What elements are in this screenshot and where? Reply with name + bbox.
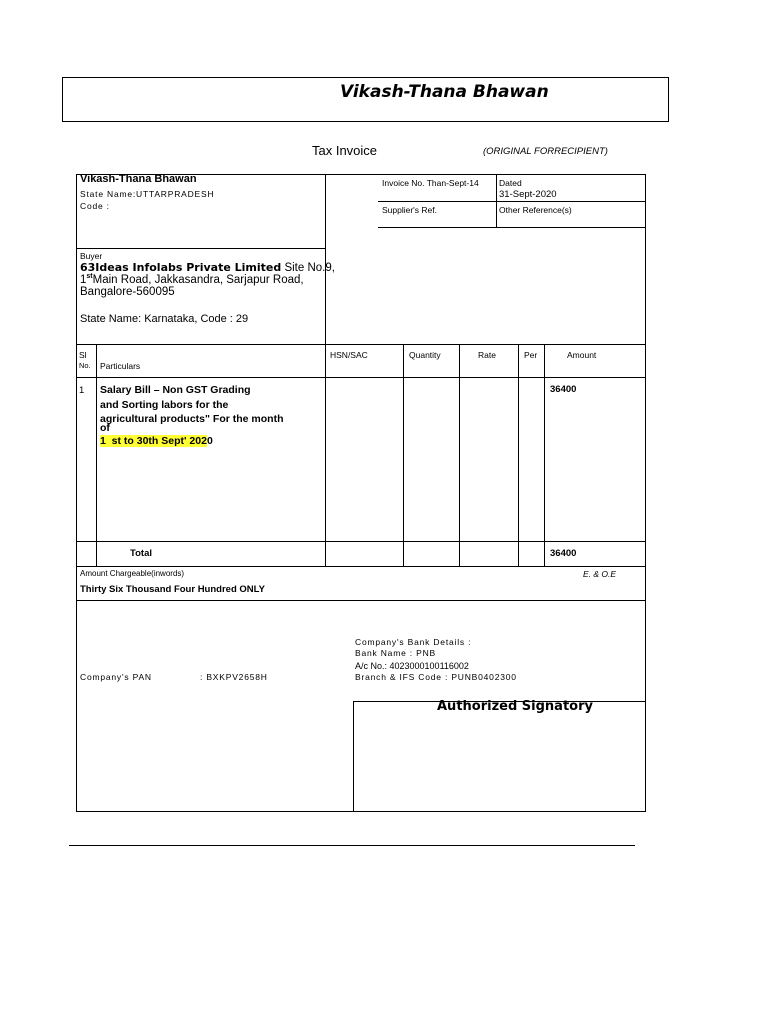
item-line3: agricultural products" For the month bbox=[100, 413, 284, 425]
col-per-border bbox=[518, 344, 519, 566]
header-no: No. bbox=[79, 361, 91, 370]
total-row-top bbox=[76, 541, 646, 542]
header-amount: Amount bbox=[567, 350, 597, 360]
col-hsn-border bbox=[325, 344, 326, 566]
invoice-grid-top bbox=[378, 174, 646, 175]
buyer-address-part2: Main Road, Jakkasandra, Sarjapur Road, bbox=[92, 273, 304, 286]
item-period-rest: 0 bbox=[206, 435, 213, 447]
signature-label: Authorized Signatory bbox=[437, 699, 593, 714]
items-header-top bbox=[76, 344, 646, 345]
item-line2: and Sorting labors for the bbox=[100, 399, 229, 411]
seller-code: Code : bbox=[80, 201, 110, 211]
invoice-number: Invoice No. Than-Sept-14 bbox=[382, 178, 479, 188]
buyer-state: State Name: Karnataka, Code : 29 bbox=[80, 313, 249, 325]
bank-name: Bank Name : PNB bbox=[355, 648, 436, 658]
buyer-address-num: 1 bbox=[80, 273, 87, 286]
item-period bbox=[100, 435, 213, 447]
buyer-address-line3: Bangalore-560095 bbox=[80, 286, 175, 298]
seller-name: Vikash-Thana Bhawan bbox=[80, 173, 197, 185]
item-sl: 1 bbox=[79, 385, 85, 396]
col-qty-border bbox=[403, 344, 404, 566]
amount-words-bottom bbox=[76, 600, 646, 601]
invoice-grid-mid bbox=[378, 201, 646, 202]
supplier-ref-label: Supplier's Ref. bbox=[382, 205, 438, 215]
total-amount: 36400 bbox=[550, 548, 577, 559]
item-line4: of bbox=[100, 422, 110, 434]
buyer-address-line2 bbox=[80, 273, 304, 286]
bank-account: A/c No.: 4023000100116002 bbox=[355, 661, 469, 671]
header-particulars: Particulars bbox=[100, 361, 141, 371]
seller-right-border bbox=[325, 174, 326, 344]
dated-label: Dated bbox=[499, 178, 522, 188]
seller-buyer-divider bbox=[76, 248, 326, 249]
col-sl-border bbox=[96, 344, 97, 566]
amount-words-value: Thirty Six Thousand Four Hundred ONLY bbox=[80, 584, 265, 595]
item-period-highlight: 1 st to 30th Sept' 202 bbox=[100, 435, 207, 447]
items-header-bottom bbox=[76, 377, 646, 378]
header-company-title: Vikash-Thana Bhawan bbox=[340, 82, 549, 102]
col-rate-border bbox=[459, 344, 460, 566]
amount-words-label: Amount Chargeable(inwords) bbox=[80, 569, 185, 578]
buyer-address-part1: Site No.9, bbox=[284, 262, 335, 274]
buyer-label: Buyer bbox=[80, 251, 103, 261]
header-per: Per bbox=[524, 350, 538, 360]
item-line1: Salary Bill – Non GST Grading bbox=[100, 384, 251, 396]
header-hsn: HSN/SAC bbox=[330, 350, 368, 360]
invoice-grid-bottom bbox=[378, 227, 646, 228]
copy-note: (ORIGINAL FORRECIPIENT) bbox=[483, 146, 608, 157]
total-label: Total bbox=[130, 548, 152, 559]
bottom-rule bbox=[69, 845, 635, 846]
col-amount-border bbox=[544, 344, 545, 566]
seller-state: State Name:UTTARPRADESH bbox=[80, 189, 215, 199]
pan-label: Company's PAN bbox=[80, 672, 152, 682]
buyer-name: 63Ideas Infolabs Private Limited bbox=[80, 261, 282, 274]
header-rate: Rate bbox=[478, 350, 496, 360]
buyer-address-sup: st bbox=[86, 273, 93, 280]
total-row-bottom bbox=[76, 566, 646, 567]
bank-branch: Branch & IFS Code : PUNB0402300 bbox=[355, 672, 517, 682]
eoe-label: E. & O.E bbox=[583, 569, 617, 579]
item-amount: 36400 bbox=[550, 384, 577, 395]
dated-value: 31-Sept-2020 bbox=[499, 189, 557, 200]
doc-title: Tax Invoice bbox=[312, 143, 378, 158]
bank-title: Company's Bank Details : bbox=[355, 637, 472, 647]
signature-box bbox=[353, 701, 646, 812]
invoice-grid-divider bbox=[496, 174, 497, 227]
header-quantity: Quantity bbox=[409, 350, 441, 360]
header-sl: Sl bbox=[79, 350, 87, 360]
other-ref-label: Other Reference(s) bbox=[499, 205, 572, 215]
pan-value: : BXKPV2658H bbox=[200, 672, 268, 682]
